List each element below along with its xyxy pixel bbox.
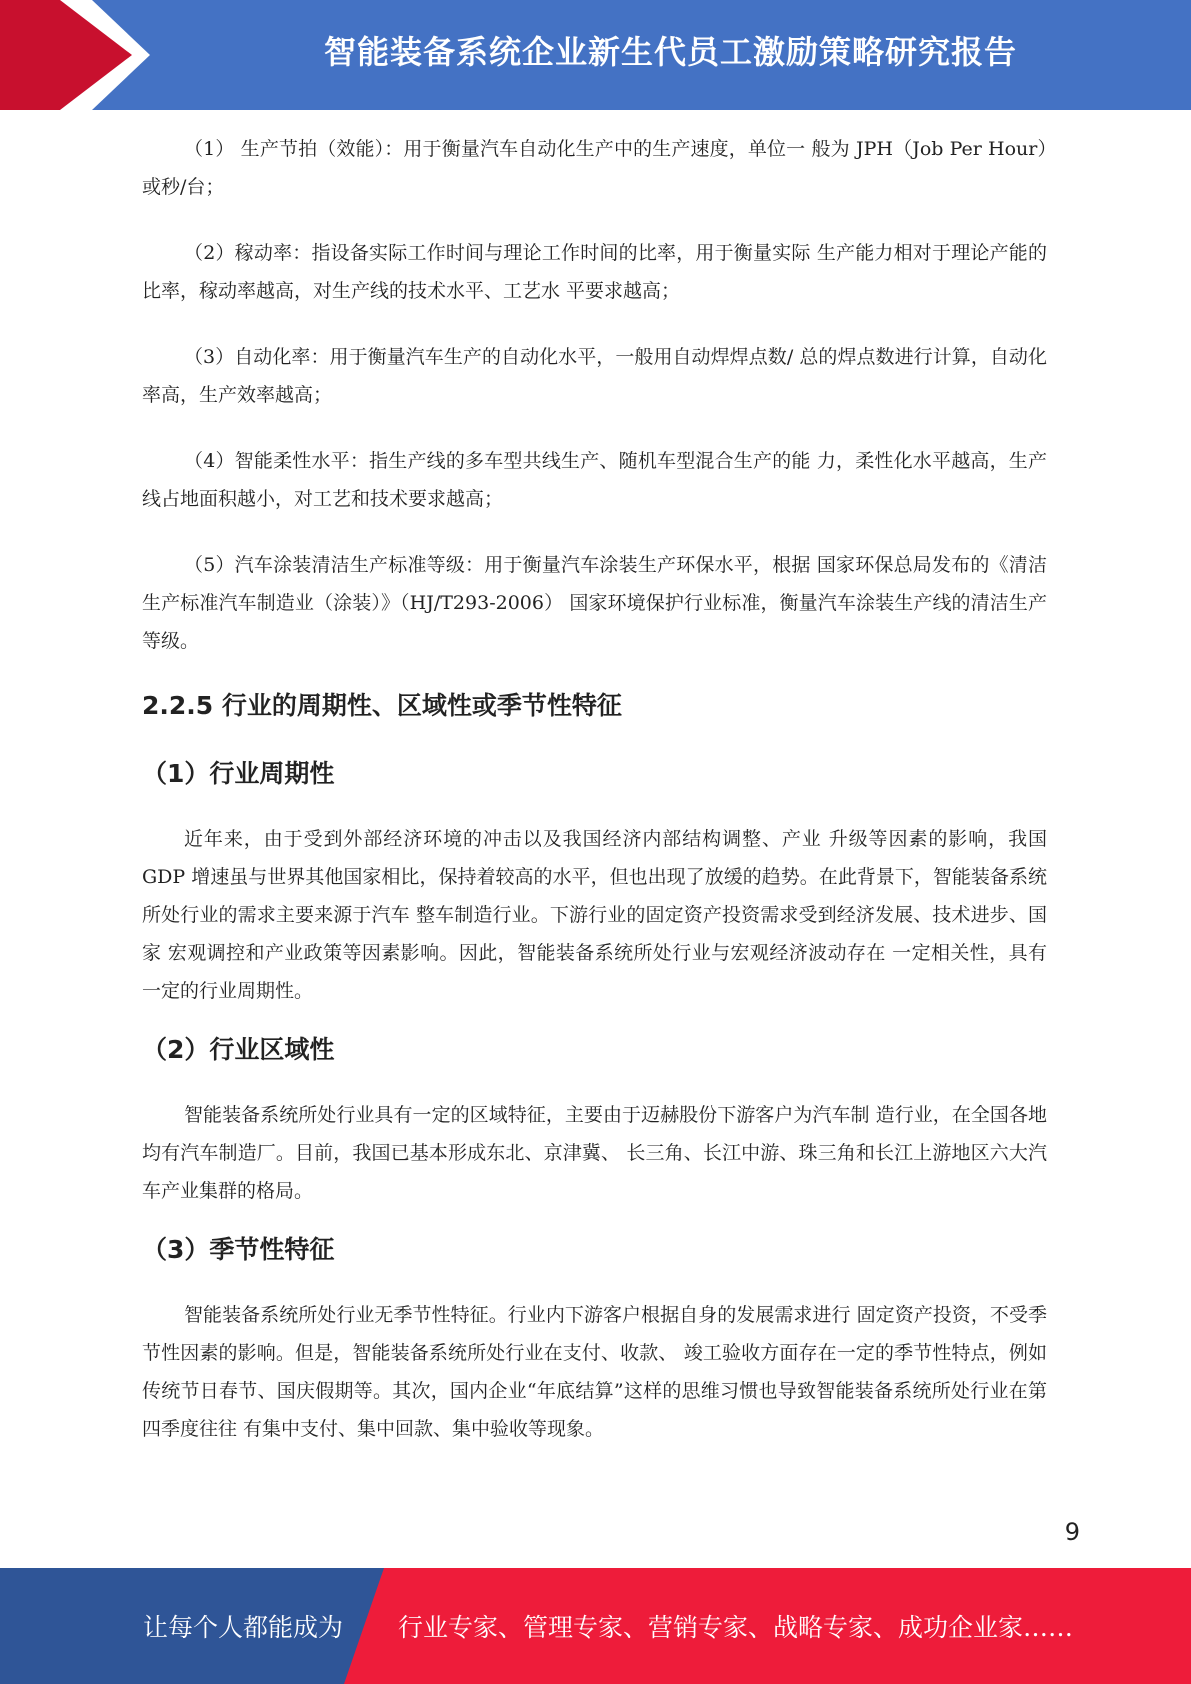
paragraph-flexibility-level: （4）智能柔性水平：指生产线的多车型共线生产、随机车型混合生产的能 力，柔性化水平越高，生产线占地面积越小，对工艺和技术要求越高； [142, 450, 1047, 510]
header-arrow-decoration [0, 0, 160, 110]
paragraph-regionality: 智能装备系统所处行业具有一定的区域特征，主要由于迈赫股份下游客户为汽车制 造行业，在全国各地均有汽车制造厂。目前，我国已基本形成东北、京津冀、 长三角、长江中游、珠三角和长江上游地区六大汽车产业集群的格局。 [142, 1104, 1047, 1202]
subheading-cyclicality: （1）行业周期性 [142, 759, 335, 788]
paragraph-painting-standard: （5）汽车涂装清洁生产标准等级：用于衡量汽车涂装生产环保水平，根据 国家环保总局发布的《清洁生产标准汽车制造业（涂装）》（HJ/T293-2006） 国家环境保护行业标准，衡量汽车涂装生产线的清洁生产等级。 [142, 554, 1047, 652]
paragraph-production-cycle: （1） 生产节拍（效能）：用于衡量汽车自动化生产中的生产速度，单位一 般为 JPH（Job Per Hour）或秒/台； [142, 138, 1047, 198]
paragraph-automation-rate: （3）自动化率：用于衡量汽车生产的自动化水平，一般用自动焊焊点数/ 总的焊点数进行计算，自动化率高，生产效率越高； [142, 346, 1047, 406]
footer-slogan-right: 行业专家、管理专家、营销专家、战略专家、成功企业家…… [398, 1613, 1074, 1642]
main-content [142, 130, 1047, 1470]
paragraph-seasonality: 智能装备系统所处行业无季节性特征。行业内下游客户根据自身的发展需求进行 固定资产投资，不受季节性因素的影响。但是，智能装备系统所处行业在支付、收款、 竣工验收方面存在一定的季节性特点，例如传统节日春节、国庆假期等。其次，国内企业“年底结算”这样的思维习惯也导致智能装备系统所处行业在第四季度往往 有集中支付、集中回款、集中验收等现象。 [142, 1304, 1047, 1440]
report-title: 智能装备系统企业新生代员工激励策略研究报告 [323, 33, 1017, 71]
paragraph-cyclicality: 近年来，由于受到外部经济环境的冲击以及我国经济内部结构调整、产业 升级等因素的影响，我国 GDP 增速虽与世界其他国家相比，保持着较高的水平，但也出现了放缓的趋势。在此背景下，智能装备系统所处行业的需求主要来源于汽车 整车制造行业。下游行业的固定资产投资需求受到经济发展、技术进步、国家 宏观调控和产业政策等因素影响。因此，智能装备系统所处行业与宏观经济波动存在 一定相关性，具有一定的行业周期性。 [142, 828, 1047, 1002]
page-footer [0, 1568, 1191, 1684]
subheading-seasonality: （3）季节性特征 [142, 1235, 335, 1264]
paragraph-utilization-rate: （2）稼动率：指设备实际工作时间与理论工作时间的比率，用于衡量实际 生产能力相对于理论产能的比率，稼动率越高，对生产线的技术水平、工艺水 平要求越高； [142, 242, 1047, 302]
footer-slogan-left: 让每个人都能成为 [143, 1613, 344, 1642]
section-heading: 2.2.5 行业的周期性、区域性或季节性特征 [142, 691, 622, 720]
page-header [0, 0, 1191, 110]
page-number: 9 [1064, 1518, 1080, 1546]
subheading-regionality: （2）行业区域性 [142, 1035, 335, 1064]
